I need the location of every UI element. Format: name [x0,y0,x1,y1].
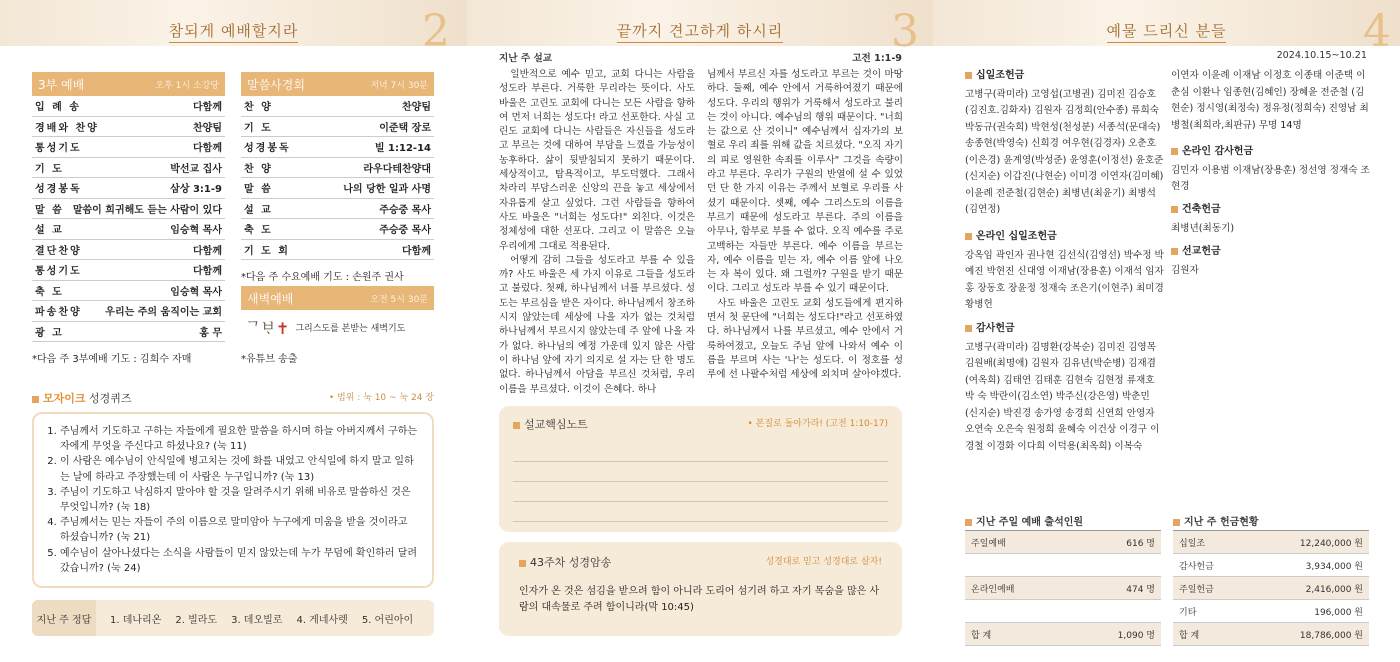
row-value: 3,934,000 원 [1305,561,1363,572]
sermon-col-1: 일반적으로 예수 믿고, 교회 다니는 사람을 성도라 부른다. 거룩한 무리라는 뜻이다. 사도 바울은 고린도 교회에 다니는 모든 사람을 향하여 먼저 너희는 성도다! 라고 선포한다. 사실 고린도 교회에 다니는 사람들은 자신들을 성도라고 부르는 것에 대하여 부담을 느꼈을 가능성이 농후하다. 삶이 뒷받침되지 못하기 때문이다. 세상적이고, 탐욕적이고, 부도덕했다. 그래서 차라리 부담스러운 신앙의 끈을 놓고 세상에서 자유롭게 살고 싶었다. 그런 사람들을 향하여 사도 바울은 "너희는 성도다!" 외친다. 이것은 정체성에 대한 선포다. 그리고 이 말씀은 오늘 우리에게 그대로 적용된다. 어떻게 감히 그들을 성도라고 부를 수 있을까? 사도 바울은 세 가지 이유로 그들을 성도라고 불렀다. 첫째, 하나님께서 너를 부르셨다. 성도는 부르심을 받은 자이다. 하나님께서 창조하시지 않았는데 세상에 나올 자가 없는 것처럼 하나님께서 부르시지 않았는데 주 앞에 나올 자가 없다. 하나님의 예정 가운데 있지 않은 사람이 하나님 앞에 자기 의지로 설 자는 단 한 명도 없다. 하나님께서 아담을 부르신 것처럼, 우리 이름을 부르셨다. 이것이 은혜다. 하나 [499,69,695,395]
table-row [32,260,225,281]
row-label: 결단찬양 [35,245,82,257]
row-value: 다함께 [193,266,222,278]
table-row [32,281,225,302]
wednesday-table [241,72,434,260]
dawn-time: 오전 5시 30분 [370,294,428,305]
worship3-table [32,72,225,342]
row-label: 축 도 [244,225,273,237]
quiz-header [32,390,434,406]
table-row [965,623,1161,646]
note-line[interactable] [513,462,888,482]
offering-table [1173,530,1369,646]
notes-header [513,416,888,432]
row-label: 기 도 [244,122,273,134]
answer-item: 4. 게네사렛 [296,614,348,626]
table-row [241,96,434,117]
quiz-question: 3. 주님이 기도하고 낙심하지 말아야 할 것을 알려주시기 위해 비유로 말씀하신 것은 무엇입니까? (눅 18) [60,485,420,515]
notes-sub: • 본질로 돌아가라! (고전 1:10-17) [747,419,888,429]
table-row [32,322,225,343]
square-bullet-icon [1173,519,1180,526]
page-2-number: 2 [422,6,450,57]
quiz-question: 5. 예수님이 살아나셨다는 소식을 사람들이 믿지 않았는데 누가 무덤에 확인하러 달려갔습니까? (눅 24) [60,546,420,576]
quiz-question: 2. 이 사람은 예수님이 안식일에 병고치는 것에 화를 내었고 안식일에 하지 말고 일하는 날에 하라고 주장했는데 이 사람은 누구입니까? (눅 13) [60,454,420,484]
table-row [32,96,225,117]
quiz-box [32,412,434,588]
row-label: 성경봉독 [244,143,291,155]
memory-title: 43주차 성경암송 [530,556,612,569]
row-label: 파송찬양 [35,307,82,319]
row-label: 축 도 [35,286,64,298]
answer-item: 5. 어린아이 [361,614,414,626]
table-row [241,219,434,240]
table-row [1173,623,1369,646]
table-row [32,178,225,199]
sermon-col-2: 님께서 부르신 자를 성도라고 부르는 것이 마땅하다. 둘째, 예수 안에서 거룩하여졌기 때문에 성도다. 우리의 행위가 거룩해서 성도라고 불리는 것이 아니다. 예수님의 행위 때문이다. "너희는 값으로 산 것이니" 예수님께서 십자가의 보혈로 우리 죄를 위해 값을 치르셨다. "오직 자기의 피로 영원한 속죄를 이루사" 그것을 속량이라고 부른다. 우리가 구원의 반열에 설 수 있었던 단 한 가지 이유는 주께서 보혈로 우리를 사셨기 때문이다. 셋째, 예수 그리스도의 이름을 부르기 때문에 성도라고 부른다. 주의 이름을 아무나, 함부로 부를 수 없다. 오직 예수를 주로 고백하는 자들만 부른다. 예수 이름을 부르는 자, 예수 이름을 믿는 자, 예수 이름 앞에 나오는 자 복이 있다. 왜 그럴까? 구원을 받기 때문이다. 그리고 성도라 부를 수 있기 때문이다. 사도 바울은 고린도 교회 성도들에게 편지하면서 첫 문단에 "너희는 성도다!"라고 선포하였다. 하나님께서 나를 부르셨고, 예수 안에서 거룩하여졌고, 오늘도 주님 앞에 나와서 예수 이름을 부르며 사는 '나'는 성도다. 이 정호를 성루에 선 나팔수처럼 세상에 외치며 살아야겠다. [707,69,903,381]
note-line[interactable] [513,482,888,502]
answers-bar [32,600,434,636]
online-tithe-section [965,229,1165,314]
dawn-table [241,286,434,344]
square-bullet-icon [1171,206,1178,213]
row-value: 이준택 장로 [379,122,431,134]
row-value: 다함께 [193,143,222,155]
dawn-logo-text: 그리스도를 본받는 새벽기도 [295,323,406,334]
table-row [241,178,434,199]
row-label: 기 도 회 [244,245,290,257]
tithe-title: 십일조헌금 [976,70,1025,81]
row-value: 나의 당한 일과 사명 [343,184,431,196]
page-2-title: 참되게 예배할지라 [169,22,299,43]
table-row [32,219,225,240]
table-row [32,137,225,158]
row-value: 616 명 [1126,538,1155,549]
memory-sub: 성경대로 믿고 성경대로 살자! [765,557,882,567]
offering-date: 2024.10.15~10.21 [1276,50,1367,61]
answers-items [96,611,413,626]
sermon-label: 지난 주 설교 [499,53,553,64]
row-label: 통성기도 [35,266,82,278]
answer-item: 3. 데오빌로 [231,614,283,626]
row-value: 임승혁 목사 [170,225,222,237]
note-line[interactable] [513,502,888,522]
answer-item: 1. 데나리온 [110,614,162,626]
building-section [1171,202,1371,237]
square-bullet-icon [519,560,526,567]
dawn-logo [241,310,434,344]
offering-title: 지난 주 헌금현황 [1184,517,1259,528]
thanks-names: 고병구(곽미라) 김명환(강복순) 김미진 김영목 김원배(최명애) 김원자 김유년(박순병) 김재겸 (여옥희) 김태연 김태훈 김현숙 김현정 류재호 박 숙 박란이(김소연) 박주신(강은영) 박춘민 (신지순) 박진경 송가영 송경희 신연희 안영자 오연숙 오은숙 원정희 윤혜숙 이건상 이경구 이경철 이경화 이다희 이덕용(최옥희) 이복숙 [965,341,1160,452]
table-row [32,240,225,261]
thanks-title: 감사헌금 [976,323,1015,334]
worship3-rows [32,96,225,342]
note-line[interactable] [513,442,888,462]
quiz-question: 4. 주님께서는 믿는 자들이 주의 이름으로 말미암아 누구에게 미움을 받을 것이라고 하셨습니까? (눅 21) [60,515,420,545]
row-label: 주일예배 [971,538,1006,549]
table-row [241,137,434,158]
wednesday-time: 저녁 7시 30분 [370,80,428,91]
row-label: 말 씀 [244,184,273,196]
thanks-section [965,321,1165,455]
attendance-header [965,513,1083,528]
mission-title: 선교헌금 [1182,246,1221,257]
worship3-title: 3부 예배 [38,77,85,92]
building-title: 건축헌금 [1182,204,1221,215]
memory-text: 인자가 온 것은 섬김을 받으려 함이 아니라 도리어 섬기려 하고 자기 목숨을 많은 사람의 대속물로 주려 함이니라(막 10:45) [519,586,880,613]
row-value: 찬양팀 [193,122,222,134]
row-value: 18,786,000 원 [1299,630,1363,641]
row-value: 임승혁 목사 [170,286,222,298]
wednesday-note: *다음 주 수요예배 기도 : 손원주 권사 [241,272,404,283]
table-row [965,554,1161,577]
row-value: 삼상 3:1-9 [170,184,222,196]
tithe-names: 고병구(곽미라) 고영섭(고병권) 김미진 김승호 (김진호.김화자) 김원자 김정희(안수종) 류희숙 박동규(권숙희) 박현성(천성분) 서종석(문대숙) 송종현(박영숙) 신희경 여우현(김경자) 오춘호 (이은경) 윤계영(박성준) 윤영훈(이정선) 윤호준 (신지순) 이갑진(나현순) 이미경 이연자(김미혜) 이윤례 전준철(김현순) 최병년(최윤기) 최병석 (김연정) [965,88,1164,215]
row-value: 홍 무 [199,327,222,339]
row-value: 2,416,000 원 [1305,584,1363,595]
row-label: 기 도 [35,163,64,175]
page-2-banner [0,0,467,57]
worship3-time: 오후 1시 소강당 [155,80,219,91]
row-label: 찬 양 [244,163,273,175]
square-bullet-icon [965,72,972,79]
page-3-title: 끝까지 견고하게 하시리 [617,22,783,43]
square-bullet-icon [965,325,972,332]
row-label: 광 고 [35,327,64,339]
row-value: 말씀이 희귀해도 듣는 사람이 있다 [72,204,222,216]
row-value: 주승중 목사 [379,225,431,237]
worship3-header [32,72,225,96]
table-row [1173,531,1369,554]
row-value: 474 명 [1126,584,1155,595]
memory-header [519,554,882,570]
row-label: 기타 [1179,607,1197,618]
online-thanks-names: 김민자 이용범 이재남(장용훈) 정선영 정재숙 조현경 [1171,164,1370,192]
attendance-table [965,530,1161,646]
row-value: 주승중 목사 [379,204,431,216]
building-names: 최병년(최동기) [1171,222,1235,234]
sermon-notes-box [499,406,902,532]
dawn-logo-mark: ᄀᄇᆞ✝ [245,318,290,338]
table-row [1173,577,1369,600]
wednesday-header [241,72,434,96]
quiz-brand: 모자이크 [43,392,86,405]
dawn-header [241,286,434,310]
table-row [1173,554,1369,577]
page-3-number: 3 [891,6,919,57]
quiz-question: 1. 주님께서 기도하고 구하는 자들에게 필요한 말씀을 하시며 하늘 아버지께서 구하는 자에게 무엇을 주신다고 하셨나요? (눅 11) [60,424,420,454]
page-4-number: 4 [1363,6,1391,57]
notes-title: 설교핵심노트 [524,418,588,431]
row-label: 입 례 송 [35,102,81,114]
row-value: 1,090 명 [1117,630,1155,641]
answers-label: 지난 주 정답 [32,600,96,636]
wednesday-rows [241,96,434,260]
row-value: 빌 1:12-14 [374,143,431,155]
row-label: 온라인예배 [971,584,1015,595]
row-value: 196,000 원 [1314,607,1363,618]
square-bullet-icon [1171,248,1178,255]
table-row [965,577,1161,600]
row-label: 설 교 [244,204,273,216]
row-label: 합 계 [971,630,992,641]
row-value: 다함께 [402,245,431,257]
row-value: 박선교 집사 [170,163,222,175]
quiz-range: • 범위 : 눅 10 ~ 눅 24 장 [328,393,434,403]
table-row [241,117,434,138]
row-label: 주일헌금 [1179,584,1214,595]
mission-names: 김원자 [1171,264,1199,276]
online-thanks-title: 온라인 감사헌금 [1182,146,1254,157]
online-thanks-section [1171,144,1371,196]
page-4 [933,0,1400,662]
row-value: 다함께 [193,245,222,257]
table-row [32,158,225,179]
dawn-note: *유튜브 송출 [241,354,298,365]
row-label: 합 계 [1179,630,1200,641]
offering-header [1173,513,1259,528]
table-row [241,240,434,261]
notes-lines [513,442,888,522]
table-row [32,199,225,220]
table-row [241,199,434,220]
row-value: 라우다테찬양대 [363,163,431,175]
row-value: 우리는 주의 움직이는 교회 [105,307,222,319]
table-row [241,158,434,179]
row-label: 말 씀 [35,204,64,216]
row-label: 성경봉독 [35,184,82,196]
row-value: 12,240,000 원 [1299,538,1363,549]
worship3-note: *다음 주 3부예배 기도 : 김희수 자매 [32,354,192,365]
row-label: 경배와 찬양 [35,122,99,134]
square-bullet-icon [1171,148,1178,155]
square-bullet-icon [32,396,39,403]
table-row [1173,600,1369,623]
dawn-title: 새벽예배 [247,291,294,306]
row-label: 감사헌금 [1179,561,1214,572]
online-tithe-title: 온라인 십일조헌금 [976,231,1057,242]
table-row [965,600,1161,623]
square-bullet-icon [965,519,972,526]
memory-verse-box [499,542,902,636]
sermon-header [499,50,902,64]
table-row [965,531,1161,554]
row-label: 찬 양 [244,102,273,114]
tithe-section [965,68,1165,219]
table-row [32,301,225,322]
mission-section [1171,244,1371,279]
wednesday-title: 말씀사경회 [247,77,305,92]
row-label: 십일조 [1179,538,1206,549]
square-bullet-icon [513,422,520,429]
thanks-names-continued: 이연자 이윤례 이재남 이정호 이종태 이준택 이춘심 이환나 임종현(김혜인) 장혜윤 전준철 (김현순) 정시영(최정숙) 정유정(정희숙) 진영남 최병철(최희라,최판규) 무명 14명 [1171,70,1369,131]
answer-item: 2. 빌라도 [175,614,218,626]
attendance-title: 지난 주일 예배 출석인원 [976,517,1084,528]
page-3 [467,0,933,662]
page-3-banner [467,0,933,57]
square-bullet-icon [965,233,972,240]
row-label: 설 교 [35,225,64,237]
page-2 [0,0,467,662]
table-row [32,117,225,138]
row-value: 찬양팀 [402,102,431,114]
quiz-list [46,424,420,576]
row-label: 통성기도 [35,143,82,155]
row-value: 다함께 [193,102,222,114]
quiz-title: 성경퀴즈 [89,392,132,405]
thanks-continued [1171,68,1371,134]
online-tithe-names: 강옥임 곽인자 권나현 김선식(김영선) 박수정 박예진 박현진 신대영 이재남(장용훈) 이재석 임자홍 장동호 장윤정 정재숙 조은기(이현주) 최미경 황병헌 [965,249,1164,310]
page-4-title: 예물 드리신 분들 [1107,22,1227,43]
sermon-ref: 고전 1:1-9 [852,53,902,64]
